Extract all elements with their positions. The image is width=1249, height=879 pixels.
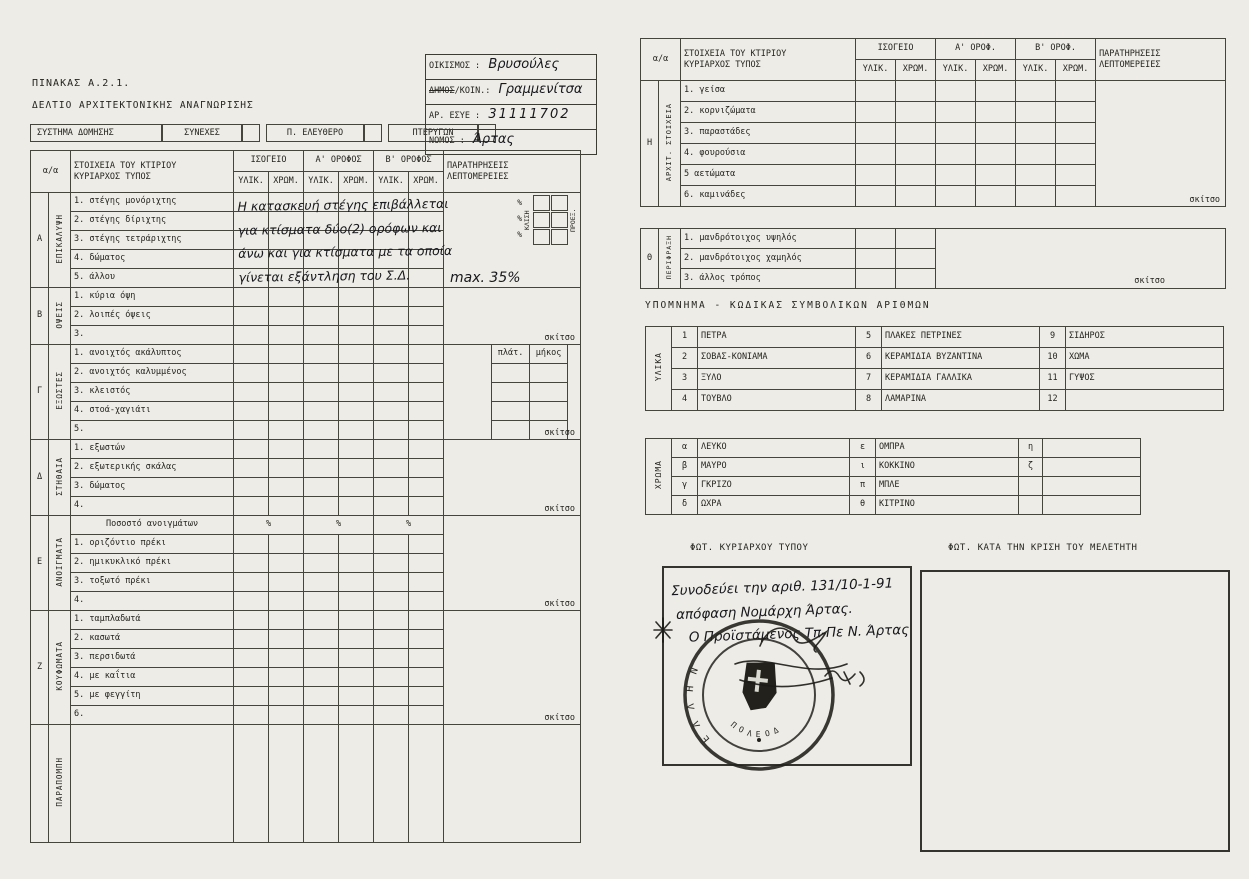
materials-vlabel: ΥΛΙΚΑ [653,352,663,382]
svg-text:Π: Π [728,720,739,731]
table-row [31,611,581,630]
section-letter: Η [641,81,659,207]
info-value-handwritten: Βρυσούλες [488,57,560,72]
section-vlabel: ΑΡΧΙΤ. ΣΤΟΙΧΕΙΑ [665,102,673,181]
sketch-label: σκίτσο [544,503,576,514]
slope-projection-grid: % % % ΚΛΙΣΗ ΠΡΟΕΞ. [517,195,578,246]
info-value-handwritten: 31111702 [488,107,571,122]
sketch-label: σκίτσο [544,712,576,723]
row-label: 4. φουρούσια [681,144,856,165]
sketch-label: σκίτσο [1189,194,1221,205]
row-label: 2. ημικυκλικό πρέκι [71,554,234,573]
section-vlabel: ΟΨΕΙΣ [54,300,64,329]
row-label: 3. στέγης τετράριχτης [71,231,234,250]
row-label: 2. ανοιχτός καλυμμένος [71,364,234,383]
system-label: ΣΥΣΤΗΜΑ ΔΟΜΗΣΗΣ [30,124,162,142]
info-row-esye [426,105,596,130]
legend-row: δ ΩΧΡΑ θ ΚΙΤΡΙΝΟ [646,496,1141,515]
section-vlabel: ΚΟΥΦΩΜΑΤΑ [54,641,64,691]
row-label: 1. μανδρότοιχος υψηλός [681,229,856,249]
section-vlabel: ΠΑΡΑΠΟΜΠΗ [54,757,64,807]
section-letter: Θ [641,229,659,289]
svg-text:Ε: Ε [755,729,761,740]
header-floor-1: Α' ΟΡΟΦΟΣ [304,151,374,172]
header-remarks: ΠΑΡΑΤΗΡΗΣΕΙΣ ΛΕΠΤΟΜΕΡΕΙΕΣ [1096,39,1226,81]
table-subheader-row: ΥΛΙΚ. ΧΡΩΜ. ΥΛΙΚ. ΧΡΩΜ. ΥΛΙΚ. ΧΡΩΜ. [31,172,581,193]
row-label: 1. στέγης μονόριχτης [71,193,234,212]
openings-percent-label: Ποσοστό ανοιγμάτων [71,516,234,535]
row-label: 2. μανδρότοιχος χαμηλός [681,249,856,269]
row-label: 4. στοά-χαγιάτι [71,402,234,421]
table-row [641,81,1226,102]
handwritten-roof-note: Η κατασκευή στέγης επιβάλλεται για κτίσματα δύο(2) ορόφων και άνω και για κτίσματα με τα οποία γίνεται εξάντληση του Σ.Δ. [237,195,453,285]
legend-title: ΥΠΟΜΝΗΜΑ - ΚΩΔΙΚΑΣ ΣΥΜΒΟΛΙΚΩΝ ΑΡΙΘΜΩΝ [645,300,931,311]
reference-row [31,725,581,843]
info-row-municipality [426,80,596,105]
legend-row: β ΜΑΥΡΟ ι ΚΟΚΚΙΝΟ ζ [646,458,1141,477]
info-value-handwritten: Άρτας [472,132,515,147]
svg-text:Λ: Λ [746,728,754,739]
row-label: 3. παραστάδες [681,123,856,144]
row-label: 3. δώματος [71,478,234,497]
photo-right-label: ΦΩΤ. ΚΑΤΑ ΤΗΝ ΚΡΙΣΗ ΤΟΥ ΜΕΛΕΤΗΤΗ [948,543,1138,553]
row-label: 2. εξωτερικής σκάλας [71,459,234,478]
svg-text:Ε: Ε [699,732,713,745]
row-label: 4. δώματος [71,250,234,269]
colors-vlabel: ΧΡΩΜΑ [653,460,663,490]
settlement-info-box [425,54,597,155]
row-label: 5. άλλου [71,269,234,288]
svg-text:Δ: Δ [771,725,781,736]
photo-box-surveyor [920,570,1230,852]
width-length-grid: πλάτ. μήκος [491,345,568,440]
section-vlabel: ΕΞΩΣΤΕΣ [54,371,64,410]
header-items: ΣΤΟΙΧΕΙΑ ΤΟΥ ΚΤΙΡΙΟΥ ΚΥΡΙΑΡΧΟΣ ΤΥΠΟΣ [681,39,856,81]
row-label: 3. τοξωτό πρέκι [71,573,234,592]
row-label: 1. ανοιχτός ακάλυπτος [71,345,234,364]
page-title: ΠΙΝΑΚΑΣ Α.2.1. [32,78,131,89]
info-label: /ΚΟΙΝ.: [454,86,491,96]
section-letter: Γ [31,345,49,440]
row-label: 6. καμινάδες [681,186,856,207]
form-subtitle: ΔΕΛΤΙΟ ΑΡΧΙΤΕΚΤΟΝΙΚΗΣ ΑΝΑΓΝΩΡΙΣΗΣ [32,100,254,111]
header-floor-ground: ΙΣΟΓΕΙΟ [856,39,936,60]
sketch-label: σκίτσο [544,427,576,438]
svg-text:Ο: Ο [736,724,746,735]
projection-boxes [551,195,568,246]
section-letter: Ε [31,516,49,611]
row-label: 3. κλειστός [71,383,234,402]
section-vlabel: ΑΝΟΙΓΜΑΤΑ [54,536,64,587]
system-checkbox-2 [364,124,382,142]
svg-text:Η: Η [684,685,697,693]
svg-text:Λ: Λ [690,718,703,730]
legend-row: 2 ΣΟΒΑΣ-ΚΟΝΙΑΜΑ 6 ΚΕΡΑΜΙΔΙΑ ΒΥΖΑΝΤΙΝΑ 10 ΧΩΜΑ [646,348,1224,369]
section-vlabel-cell [49,193,71,288]
sketch-label: σκίτσο [1134,275,1165,286]
table-header-row [31,151,581,172]
row-label: 2. κασωτά [71,630,234,649]
table-header-row [641,39,1226,60]
svg-text:Ο: Ο [764,728,771,739]
section-letter: Α [31,193,49,288]
stamp-arc-text-bottom [729,720,780,739]
row-label: 1. εξωστών [71,440,234,459]
row-label: 4. με καΐτια [71,668,234,687]
row-label: 2. στέγης δίριχτης [71,212,234,231]
header-floor-2: Β' ΟΡΟΦΟΣ [374,151,444,172]
section-vlabel: ΕΠΙΚΑΛΥΨΗ [54,213,64,264]
header-items: ΣΤΟΙΧΕΙΑ ΤΟΥ ΚΤΙΡΙΟΥ ΚΥΡΙΑΡΧΟΣ ΤΥΠΟΣ [71,151,234,193]
section-letter: Ζ [31,611,49,725]
section-letter: Δ [31,440,49,516]
row-label: 2. κορνιζώματα [681,102,856,123]
info-label: ΟΙΚΙΣΜΟΣ : [429,61,481,71]
system-option-free: Π. ΕΛΕΥΘΕΡΟ [266,124,364,142]
header-floor-1: Α' ΟΡΟΦ. [936,39,1016,60]
table-row: Ε ΑΝΟΙΓΜΑΤΑ Ποσοστό ανοιγμάτων % % % σκίτσο [31,516,581,535]
legend-row: 4 ΤΟΥΒΛΟ 8 ΛΑΜΑΡΙΝΑ 12 [646,390,1224,411]
colors-legend-table [645,438,1141,515]
header-remarks: ΠΑΡΑΤΗΡΗΣΕΙΣ ΛΕΠΤΟΜΕΡΕΙΕΣ [444,151,581,193]
info-label-struck: ΔΗΜΟΣ [429,86,455,96]
header-num: α/α [641,39,681,81]
row-label: 4. [71,592,234,611]
header-num: α/α [31,151,71,193]
projection-label: ΠΡΟΕΞ. [569,208,578,233]
table-row [31,440,581,459]
svg-text:Ν: Ν [688,666,701,676]
system-option-wings: ΠΤΕΡΥΓΩΝ [388,124,478,142]
system-checkbox-1 [242,124,260,142]
table-row [31,288,581,307]
legend-row: ΧΡΩΜΑ α ΛΕΥΚΟ ε ΟΜΠΡΑ η [646,439,1141,458]
row-label: 3. άλλος τρόπος [681,269,856,289]
legend-row: γ ΓΚΡΙΖΟ π ΜΠΛΕ [646,477,1141,496]
legend-row: 3 ΞΥΛΟ 7 ΚΕΡΑΜΙΔΙΑ ΓΑΛΛΙΚΑ 11 ΓΥΨΟΣ [646,369,1224,390]
slope-boxes [533,195,550,246]
row-label: 5 αετώματα [681,165,856,186]
section-vlabel: ΠΕΡΙΦΡΑΞΗ [665,234,674,279]
header-floor-ground: ΙΣΟΓΕΙΟ [234,151,304,172]
official-round-stamp [674,610,844,780]
sketch-label: σκίτσο [544,598,576,609]
handwritten-decision-note: Συνοδεύει την αριθ. 131/10-1-91 απόφαση Νομάρχη Άρτας. Ο Προϊστάμενος Τπ-Πε Ν. Άρτας [670,575,910,646]
svg-text:Λ: Λ [685,702,698,711]
row-label: 1. κύρια όψη [71,288,234,307]
photo-left-label: ΦΩΤ. ΚΥΡΙΑΡΧΟΥ ΤΥΠΟΥ [690,543,809,553]
row-label: 2. λοιπές όψεις [71,307,234,326]
row-label: 1. οριζόντιο πρέκι [71,535,234,554]
info-label: ΝΟΜΟΣ : [429,136,465,146]
system-option-continuous: ΣΥΝΕΧΕΣ [162,124,242,142]
remarks-cell-c [444,345,581,440]
row-label: 5. με φεγγίτη [71,687,234,706]
table-row [31,345,581,364]
row-label: 4. [71,497,234,516]
row-label: 1. ταμπλαδωτά [71,611,234,630]
stamp-arc-text-left [685,666,712,744]
header-floor-2: Β' ΟΡΟΦ. [1016,39,1096,60]
materials-legend-table [645,326,1224,411]
section-vlabel: ΣΤΗΘΑΙΑ [54,456,64,496]
max-percentage-note: max. 35% [450,269,521,286]
sketch-label: σκίτσο [544,332,576,343]
building-elements-table-right [640,38,1226,207]
table-row [641,229,1226,249]
fencing-table [640,228,1226,289]
row-label: 5. [71,421,234,440]
row-label: 3. περσιδωτά [71,649,234,668]
info-row-settlement [426,55,596,80]
row-label: 3. [71,326,234,345]
slope-label: ΚΛΙΣΗ [523,210,532,231]
info-label: ΑΡ. ΕΣΥΕ : [429,111,481,121]
row-label: 6. [71,706,234,725]
stamp-emblem [741,659,780,712]
legend-row: ΥΛΙΚΑ 1 ΠΕΤΡΑ 5 ΠΛΑΚΕΣ ΠΕΤΡΙΝΕΣ 9 ΣΙΔΗΡΟΣ [646,327,1224,348]
row-label: 1. γείσα [681,81,856,102]
section-letter: Β [31,288,49,345]
table-subheader-row: ΥΛΙΚ. ΧΡΩΜ. ΥΛΙΚ. ΧΡΩΜ. ΥΛΙΚ. ΧΡΩΜ. [641,60,1226,81]
info-value-handwritten: Γραμμενίτσα [498,82,583,97]
